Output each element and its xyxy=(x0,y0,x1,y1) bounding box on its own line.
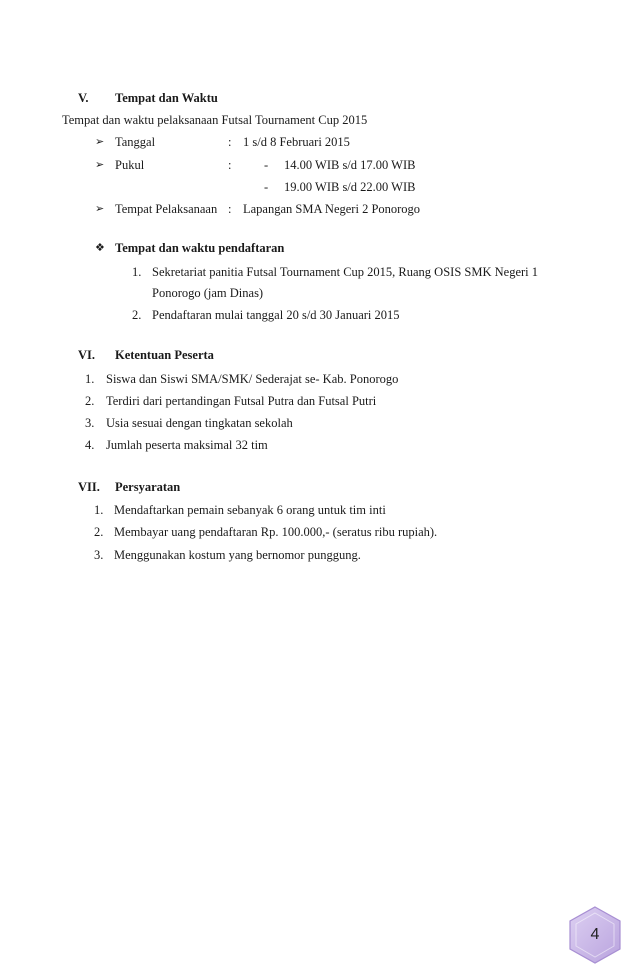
list-item-number: 3. xyxy=(85,416,95,430)
list-item-number: 2. xyxy=(85,394,95,408)
page-number-badge xyxy=(567,905,623,965)
registration-title: Tempat dan waktu pendaftaran xyxy=(115,241,285,255)
section-vii-number: VII. xyxy=(78,480,100,494)
list-item-text: Siswa dan Siswi SMA/SMK/ Sederajat se- Kab. Ponorogo xyxy=(106,372,399,386)
reg-item-text: Sekretariat panitia Futsal Tournament Cup 2015, Ruang OSIS SMK Negeri 1 xyxy=(152,265,538,279)
section-vi-number: VI. xyxy=(78,348,96,362)
tempat-sep: : xyxy=(228,202,232,216)
reg-item-text: Pendaftaran mulai tanggal 20 s/d 30 Januari 2015 xyxy=(152,308,400,322)
reg-item-number: 2. xyxy=(132,308,142,322)
section-v-intro: Tempat dan waktu pelaksanaan Futsal Tournament Cup 2015 xyxy=(62,113,368,127)
arrow-bullet-icon: ➢ xyxy=(95,135,105,148)
list-item-text: Menggunakan kostum yang bernomor punggung. xyxy=(114,548,361,562)
pukul-dash-1: - xyxy=(264,158,269,172)
list-item-text: Membayar uang pendaftaran Rp. 100.000,- (seratus ribu rupiah). xyxy=(114,525,438,539)
list-item-text: Mendaftarkan pemain sebanyak 6 orang untuk tim inti xyxy=(114,503,386,517)
list-item-text: Jumlah peserta maksimal 32 tim xyxy=(106,438,268,452)
tanggal-value: 1 s/d 8 Februari 2015 xyxy=(243,135,350,149)
arrow-bullet-icon: ➢ xyxy=(95,158,105,171)
reg-item-number: 1. xyxy=(132,265,142,279)
section-vi-title: Ketentuan Peserta xyxy=(115,348,214,362)
tanggal-label: Tanggal xyxy=(115,135,156,149)
list-item-number: 1. xyxy=(94,503,104,517)
pukul-value-1: 14.00 WIB s/d 17.00 WIB xyxy=(284,158,416,172)
reg-item-text-cont: Ponorogo (jam Dinas) xyxy=(152,286,264,300)
list-item-text: Usia sesuai dengan tingkatan sekolah xyxy=(106,416,293,430)
pukul-value-2: 19.00 WIB s/d 22.00 WIB xyxy=(284,180,416,194)
list-item-number: 4. xyxy=(85,438,95,452)
pukul-dash-2: - xyxy=(264,180,269,194)
list-item-text: Terdiri dari pertandingan Futsal Putra dan Futsal Putri xyxy=(106,394,377,408)
tanggal-sep: : xyxy=(228,135,232,149)
page-number: 4 xyxy=(590,926,600,943)
arrow-bullet-icon: ➢ xyxy=(95,202,105,215)
diamond-bullet-icon: ❖ xyxy=(95,241,105,254)
list-item-number: 2. xyxy=(94,525,104,539)
tempat-label: Tempat Pelaksanaan xyxy=(115,202,218,216)
list-item-number: 3. xyxy=(94,548,104,562)
section-v-number: V. xyxy=(78,91,89,105)
section-v-title: Tempat dan Waktu xyxy=(115,91,218,105)
pukul-sep: : xyxy=(228,158,232,172)
pukul-label: Pukul xyxy=(115,158,145,172)
section-vii-title: Persyaratan xyxy=(115,480,181,494)
list-item-number: 1. xyxy=(85,372,95,386)
tempat-value: Lapangan SMA Negeri 2 Ponorogo xyxy=(243,202,421,216)
